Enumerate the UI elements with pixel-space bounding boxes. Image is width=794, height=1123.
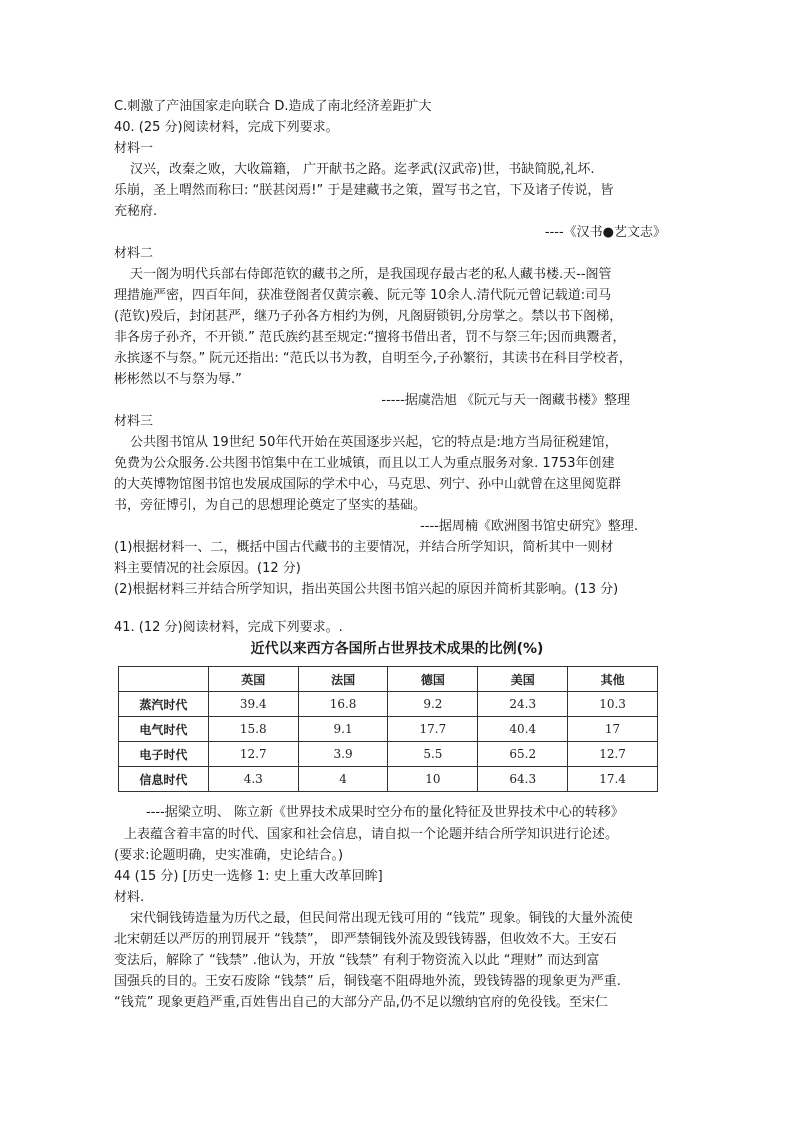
material-3-source: ----据周楠《欧洲图书馆史研究》整理. xyxy=(420,519,638,534)
material-text: “钱荒” 现象更趋严重,百姓售出自己的大部分产品,仍不足以缴纳官府的免役钱。至宋仁 xyxy=(114,995,608,1010)
table-title: 近代以来西方各国所占世界技术成果的比例(%) xyxy=(250,641,544,657)
material-2-text: 理措施严密，四百年间，获准登阁者仅黄宗羲、阮元等 10余人.清代阮元曾记载道:司马 xyxy=(114,288,612,303)
question-41-heading: 41. (12 分)阅读材料，完成下列要求。. xyxy=(114,620,343,635)
sub-question-2: (2)根据材料三并结合所学知识，指出英国公共图书馆兴起的原因并简析其影响。(13 分) xyxy=(114,582,619,597)
material-3-text: 公共图书馆从 19世纪 50年代开始在英国逐步兴起，它的特点是:地方当局征税建馆， xyxy=(130,435,618,450)
material-1-text: 汉兴，改秦之败，大收篇籍， 广开献书之路。迄孝武(汉武帝)世，书缺简脱,礼坏. xyxy=(130,162,595,177)
value-cell: 10.3 xyxy=(568,692,658,717)
question-40-heading: 40. (25 分)阅读材料，完成下列要求。 xyxy=(114,120,339,135)
material-1-text: 充秘府. xyxy=(114,204,158,219)
value-cell: 5.5 xyxy=(388,742,478,767)
sub-question-1: 料主要情况的社会原因。(12 分) xyxy=(114,561,301,576)
table-row xyxy=(119,717,658,742)
value-cell: 39.4 xyxy=(208,692,298,717)
material-2-text: 天一阁为明代兵部右侍郎范钦的藏书之所，是我国现存最古老的私人藏书楼.天--阁管 xyxy=(130,267,612,282)
material-text: 变法后，解除了 “钱禁” .他认为，开放 “钱禁” 有利于物资流入以此 “理财” 而达到富 xyxy=(114,953,600,968)
option-line: C.刺激了产油国家走向联合 D.造成了南北经济差距扩大 xyxy=(114,99,432,114)
table-header-cell: 法国 xyxy=(298,667,388,692)
material-text: 国强兵的目的。王安石废除 “钱禁” 后，铜钱毫不阻碍地外流，毁钱铸器的现象更为严重. xyxy=(114,974,621,989)
sub-question-1: (1)根据材料一、二，概括中国古代藏书的主要情况，并结合所学知识，简析其中一则材 xyxy=(114,540,614,555)
value-cell: 9.2 xyxy=(388,692,478,717)
value-cell: 3.9 xyxy=(298,742,388,767)
question-44-heading: 44 (15 分) [历史一选修 1: 史上重大改革回眸] xyxy=(114,869,383,884)
table-row xyxy=(119,692,658,717)
value-cell: 17 xyxy=(568,717,658,742)
table-header-cell: 美国 xyxy=(478,667,568,692)
value-cell: 10 xyxy=(388,767,478,792)
value-cell: 9.1 xyxy=(298,717,388,742)
value-cell: 40.4 xyxy=(478,717,568,742)
material-1-text: 乐崩，圣上喟然而称曰: “朕甚闵焉!” 于是建藏书之策，置写书之官，下及诸子传说，皆 xyxy=(114,183,614,198)
value-cell: 17.7 xyxy=(388,717,478,742)
era-cell: 信息时代 xyxy=(119,767,209,792)
question-41-instruction: 上表蕴含着丰富的时代、国家和社会信息，请自拟一个论题并结合所学知识进行论述。 xyxy=(124,827,619,842)
table-header-cell: 德国 xyxy=(388,667,478,692)
material-text: 北宋朝廷以严厉的刑罚展开 “钱禁”， 即严禁铜钱外流及毁钱铸器，但收效不大。王安石 xyxy=(114,932,617,947)
material-2-text: 彬彬然以不与祭为辱.” xyxy=(114,372,242,387)
value-cell: 12.7 xyxy=(208,742,298,767)
value-cell: 16.8 xyxy=(298,692,388,717)
material-label: 材料. xyxy=(114,890,145,905)
material-3-text: 免费为公众服务.公共图书馆集中在工业城镇，而且以工人为重点服务对象. 1753年创建 xyxy=(114,456,615,471)
material-1-label: 材料一 xyxy=(114,141,154,156)
material-2-source: -----据虞浩旭 《阮元与天一阁藏书楼》整理 xyxy=(381,393,630,408)
value-cell: 64.3 xyxy=(478,767,568,792)
era-cell: 蒸汽时代 xyxy=(119,692,209,717)
table-header-cell xyxy=(119,667,209,692)
material-text: 宋代铜钱铸造量为历代之最，但民间常出现无钱可用的 “钱荒” 现象。铜钱的大量外流使 xyxy=(130,911,633,926)
material-3-label: 材料三 xyxy=(114,414,154,429)
table-header-cell: 其他 xyxy=(568,667,658,692)
material-2-text: 非各房子孙齐，不开锁.” 范氏族约甚至规定:“擅将书借出者，罚不与祭三年;因而典鬻者， xyxy=(114,330,626,345)
table-header-row xyxy=(119,667,658,692)
value-cell: 24.3 xyxy=(478,692,568,717)
material-3-text: 书，旁征博引，为自己的思想理论奠定了坚实的基础。 xyxy=(114,498,427,513)
value-cell: 15.8 xyxy=(208,717,298,742)
value-cell: 17.4 xyxy=(568,767,658,792)
value-cell: 12.7 xyxy=(568,742,658,767)
material-2-text: (范钦)殁后，封闭甚严，继乃子孙各方相约为例，凡阁厨锁钥,分房掌之。禁以书下阁梯， xyxy=(114,309,623,324)
table-header-cell: 英国 xyxy=(208,667,298,692)
table-source: ----据梁立明、 陈立新《世界技术成果时空分布的量化特征及世界技术中心的转移》 xyxy=(146,805,624,820)
material-2-text: 永摈逐不与祭。” 阮元还指出: “范氏以书为教，自明至今,子孙繁衍，其读书在科目学校者， xyxy=(114,351,632,366)
material-3-text: 的大英博物馆图书馆也发展成国际的学术中心，马克思、列宁、孙中山就曾在这里阅览群 xyxy=(114,477,622,492)
era-cell: 电子时代 xyxy=(119,742,209,767)
material-1-source: ----《汉书●艺文志》 xyxy=(544,225,666,240)
question-41-requirement: (要求:论题明确，史实准确，史论结合。) xyxy=(114,848,344,863)
material-2-label: 材料二 xyxy=(114,246,154,261)
tech-share-table xyxy=(118,666,658,792)
table-row xyxy=(119,742,658,767)
value-cell: 4 xyxy=(298,767,388,792)
era-cell: 电气时代 xyxy=(119,717,209,742)
value-cell: 4.3 xyxy=(208,767,298,792)
value-cell: 65.2 xyxy=(478,742,568,767)
table-row xyxy=(119,767,658,792)
